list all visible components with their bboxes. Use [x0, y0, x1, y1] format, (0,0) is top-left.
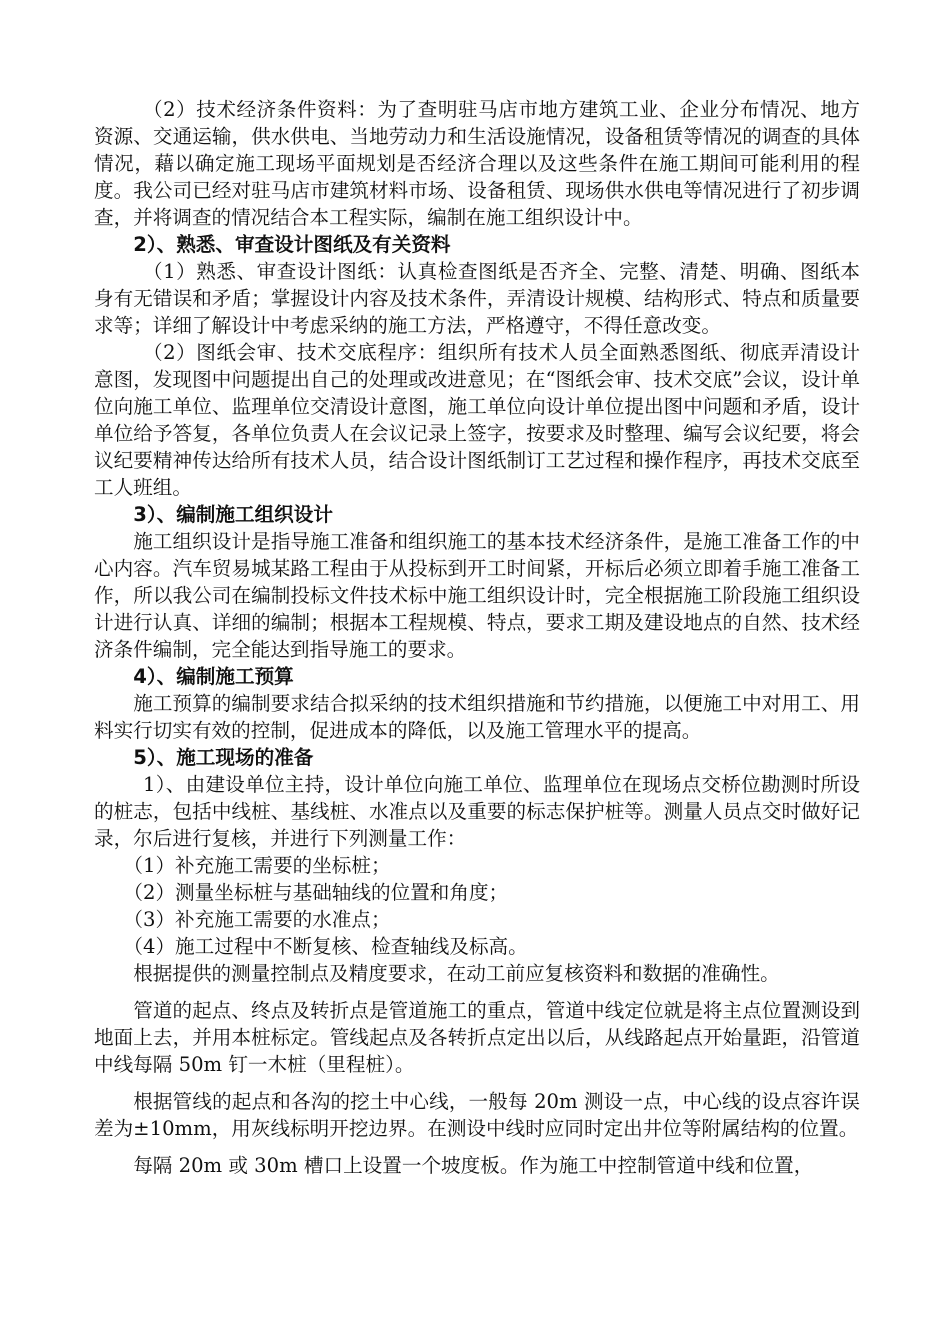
paragraph-drawing-review: （2）图纸会审、技术交底程序：组织所有技术人员全面熟悉图纸、彻底弄清设计意图，发现图中问题提出自己的处理或改进意见；在“图纸会审、技术交底”会议，设计单位向施工单位、监理单位交清设计意图，施工单位向设计单位提出图中问题和矛盾，设计单位给予答复，各单位负责人在会议记录上签字，按要求及时整理、编写会议纪要，将会议纪要精神传达给所有技术人员，结合设计图纸制订工艺过程和操作程序，再技术交底至工人班组。 [94, 341, 860, 499]
heading-construction-budget: 4）、编制施工预算 [133, 665, 294, 688]
document-page [94, 96, 860, 1179]
list-item: （3）补充施工需要的水准点； [123, 908, 391, 931]
paragraph-construction-budget: 施工预算的编制要求结合拟采纳的技术组织措施和节约措施，以便施工中对用工、用料实行切实有效的控制，促进成本的降低，以及施工管理水平的提高。 [94, 692, 860, 742]
paragraph-centerline-tolerance: 根据管线的起点和各沟的挖土中心线，一般每 20m 测设一点，中心线的设点容许误差为±10mm，用灰线标明开挖边界。在测设中线时应同时定出井位等附属结构的位置。 [94, 1090, 860, 1140]
paragraph-pipe-centerline: 管道的起点、终点及转折点是管道施工的重点，管道中线定位就是将主点位置测设到地面上去，并用本桩标定。管线起点及各转折点定出以后，从线路起点开始量距，沿管道中线每隔 50m 钉一木桩（里程桩）。 [94, 999, 860, 1076]
heading-construction-org-design: 3）、编制施工组织设计 [133, 503, 333, 526]
list-item: （2）测量坐标桩与基础轴线的位置和角度； [123, 881, 509, 904]
paragraph-slope-board: 每隔 20m 或 30m 槽口上设置一个坡度板。作为施工中控制管道中线和位置， [133, 1154, 814, 1177]
paragraph-tech-econ-conditions: （2）技术经济条件资料：为了查明驻马店市地方建筑工业、企业分布情况、地方资源、交通运输，供水供电、当地劳动力和生活设施情况，设备租赁等情况的调查的具体情况，藉以确定施工现场平面规划是否经济合理以及这些条件在施工期间可能利用的程度。我公司已经对驻马店市建筑材料市场、设备租赁、现场供水供电等情况进行了初步调查，并将调查的情况结合本工程实际，编制在施工组织设计中。 [94, 98, 860, 229]
paragraph-construction-org-design: 施工组织设计是指导施工准备和组织施工的基本技术经济条件，是施工准备工作的中心内容。汽车贸易城某路工程由于从投标到开工时间紧，开标后必须立即着手施工准备工作，所以我公司在编制投标文件技术标中施工组织设计时，完全根据施工阶段施工组织设计进行认真、详细的编制；根据本工程规模、特点，要求工期及建设地点的自然、技术经济条件编制，完全能达到指导施工的要求。 [94, 530, 860, 661]
list-item: （1）补充施工需要的坐标桩； [123, 854, 391, 877]
paragraph-site-handover: 1）、由建设单位主持，设计单位向施工单位、监理单位在现场点交桥位勘测时所设的桩志，包括中线桩、基线桩、水准点以及重要的标志保护桩等。测量人员点交时做好记录，尔后进行复核，并进行下列测量工作： [94, 773, 860, 850]
heading-review-drawings: 2）、熟悉、审查设计图纸及有关资料 [133, 233, 451, 256]
paragraph-familiarize-drawings: （1）熟悉、审查设计图纸：认真检查图纸是否齐全、完整、清楚、明确、图纸本身有无错误和矛盾；掌握设计内容及技术条件，弄清设计规模、结构形式、特点和质量要求等；详细了解设计中考虑采纳的施工方法，严格遵守，不得任意改变。 [94, 260, 860, 337]
list-item: （4）施工过程中不断复核、检查轴线及标高。 [123, 935, 528, 958]
paragraph-verify-data: 根据提供的测量控制点及精度要求，在动工前应复核资料和数据的准确性。 [133, 962, 780, 985]
heading-site-preparation: 5）、施工现场的准备 [133, 746, 314, 769]
